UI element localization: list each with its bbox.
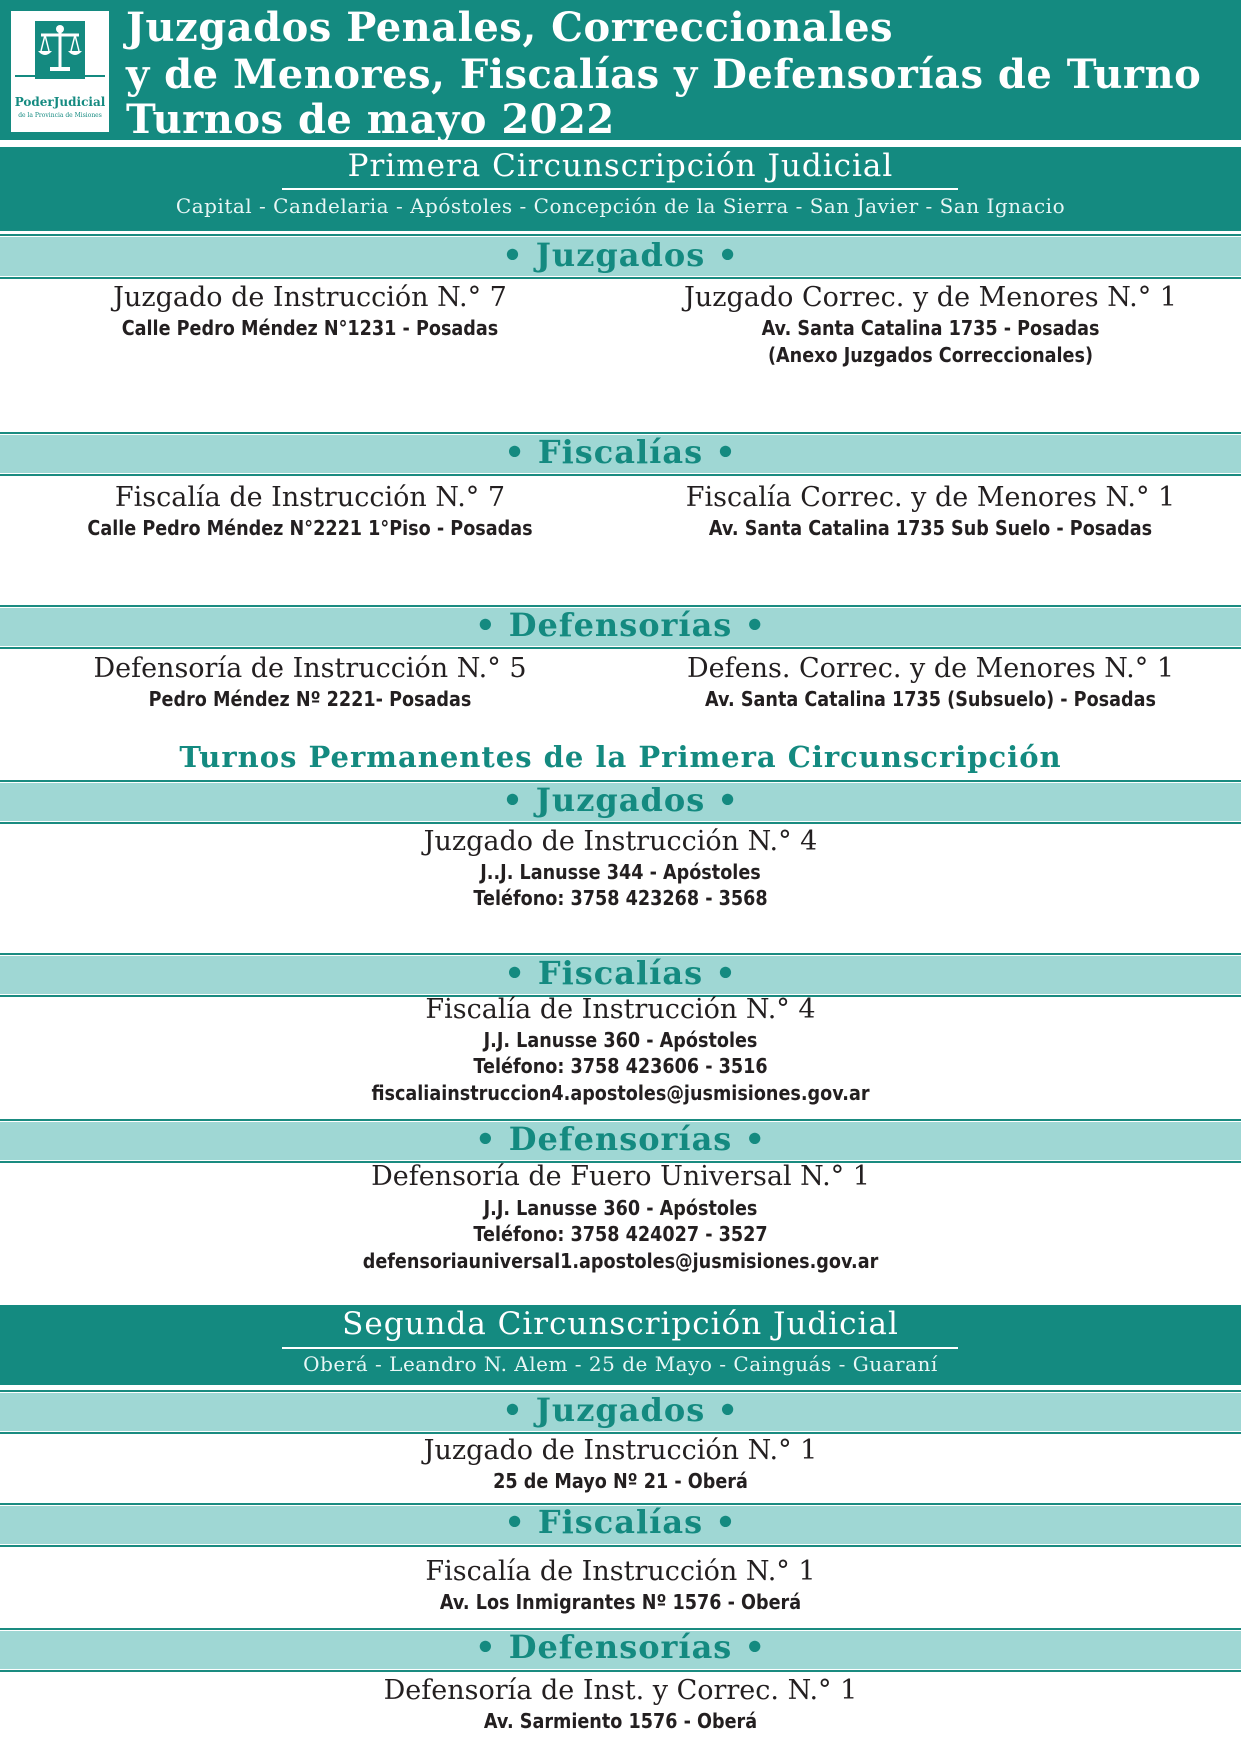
juzgado-left-address: Calle Pedro Méndez N°1231 - Posadas: [121, 316, 499, 340]
scales-icon: [11, 15, 109, 105]
perm-fiscalia-phone: Teléfono: 3758 423606 - 3516: [473, 1054, 768, 1078]
juzgados-label: • Juzgados •: [502, 236, 739, 274]
perm-fiscalia-address: J.J. Lanusse 360 - Apóstoles: [483, 1028, 758, 1052]
perm-fiscalia-name: Fiscalía de Instrucción N.° 4: [425, 994, 816, 1025]
divider: [0, 1670, 1241, 1672]
divider: [0, 277, 1241, 279]
perm-fiscalias-label: • Fiscalías •: [504, 954, 737, 992]
divider: [0, 1545, 1241, 1547]
perm-defensorias-label: • Defensorías •: [475, 1120, 766, 1158]
header-title-line1: Juzgados Penales, Correccionales: [126, 4, 894, 51]
seg-fiscalias-label: • Fiscalías •: [504, 1503, 737, 1541]
perm-defensoria-address: J.J. Lanusse 360 - Apóstoles: [483, 1196, 758, 1220]
logo: [11, 11, 109, 132]
seg-defensorias-label: • Defensorías •: [475, 1628, 766, 1666]
seg-fiscalia-address: Av. Los Inmigrantes Nº 1576 - Oberá: [439, 1590, 802, 1614]
perm-fiscalia-email: fiscaliainstruccion4.apostoles@jusmisiones.gov.ar: [371, 1081, 870, 1105]
seg-fiscalia-name: Fiscalía de Instrucción N.° 1: [425, 1556, 816, 1587]
divider: [0, 822, 1241, 824]
segunda-subtitle: Oberá - Leandro N. Alem - 25 de Mayo - Cainguás - Guaraní: [303, 1352, 938, 1376]
logo-text: PoderJudicial: [14, 95, 106, 109]
perm-defensoria-phone: Teléfono: 3758 424027 - 3527: [473, 1222, 768, 1246]
divider: [0, 1432, 1241, 1434]
fiscalia-left-name: Fiscalía de Instrucción N.° 7: [114, 482, 506, 513]
seg-juzgado-address: 25 de Mayo Nº 21 - Oberá: [493, 1469, 748, 1493]
seg-juzgados-label: • Juzgados •: [502, 1391, 739, 1429]
seg-defensoria-address: Av. Sarmiento 1576 - Oberá: [483, 1709, 758, 1733]
perm-juzgado-phone: Teléfono: 3758 423268 - 3568: [473, 886, 768, 910]
juzgado-left-name: Juzgado de Instrucción N.° 7: [113, 282, 507, 313]
divider: [0, 474, 1241, 476]
defensoria-left-name: Defensoría de Instrucción N.° 5: [93, 653, 527, 684]
defensoria-right-address: Av. Santa Catalina 1735 (Subsuelo) - Posadas: [705, 687, 1156, 711]
divider: [0, 647, 1241, 649]
seg-defensoria-name: Defensoría de Inst. y Correc. N.° 1: [383, 1675, 858, 1706]
juzgado-right-note: (Anexo Juzgados Correccionales): [768, 343, 1093, 367]
fiscalias-label: • Fiscalías •: [504, 433, 737, 471]
primera-rule: [282, 188, 958, 190]
segunda-title: Segunda Circunscripción Judicial: [342, 1306, 899, 1342]
perm-defensoria-name: Defensoría de Fuero Universal N.° 1: [371, 1161, 870, 1192]
defensoria-left-address: Pedro Méndez Nº 2221- Posadas: [148, 687, 472, 711]
defensorias-label: • Defensorías •: [475, 606, 766, 644]
defensoria-right-name: Defens. Correc. y de Menores N.° 1: [686, 653, 1174, 684]
seg-juzgado-name: Juzgado de Instrucción N.° 1: [423, 1435, 818, 1466]
perm-juzgado-address: J..J. Lanusse 344 - Apóstoles: [480, 860, 761, 884]
header-title-line3: Turnos de mayo 2022: [126, 96, 615, 143]
header-title-line2: y de Menores, Fiscalías y Defensorías de Turno: [126, 51, 1202, 98]
juzgado-right-address: Av. Santa Catalina 1735 - Posadas: [761, 316, 1100, 340]
fiscalia-right-address: Av. Santa Catalina 1735 Sub Suelo - Posadas: [708, 516, 1153, 540]
permanentes-title: Turnos Permanentes de la Primera Circunscripción: [179, 740, 1062, 774]
primera-subtitle: Capital - Candelaria - Apóstoles - Concepción de la Sierra - San Javier - San Ignacio: [175, 194, 1066, 218]
fiscalia-right-name: Fiscalía Correc. y de Menores N.° 1: [685, 482, 1176, 513]
primera-title: Primera Circunscripción Judicial: [347, 148, 894, 184]
perm-juzgado-name: Juzgado de Instrucción N.° 4: [423, 826, 818, 857]
segunda-rule: [282, 1347, 958, 1349]
perm-juzgados-label: • Juzgados •: [502, 781, 739, 819]
perm-defensoria-email: defensoriauniversal1.apostoles@jusmisiones.gov.ar: [362, 1249, 879, 1273]
juzgado-right-name: Juzgado Correc. y de Menores N.° 1: [684, 282, 1177, 313]
fiscalia-left-address: Calle Pedro Méndez N°2221 1°Piso - Posadas: [87, 516, 533, 540]
logo-subtext: de la Provincia de Misiones: [18, 112, 102, 119]
